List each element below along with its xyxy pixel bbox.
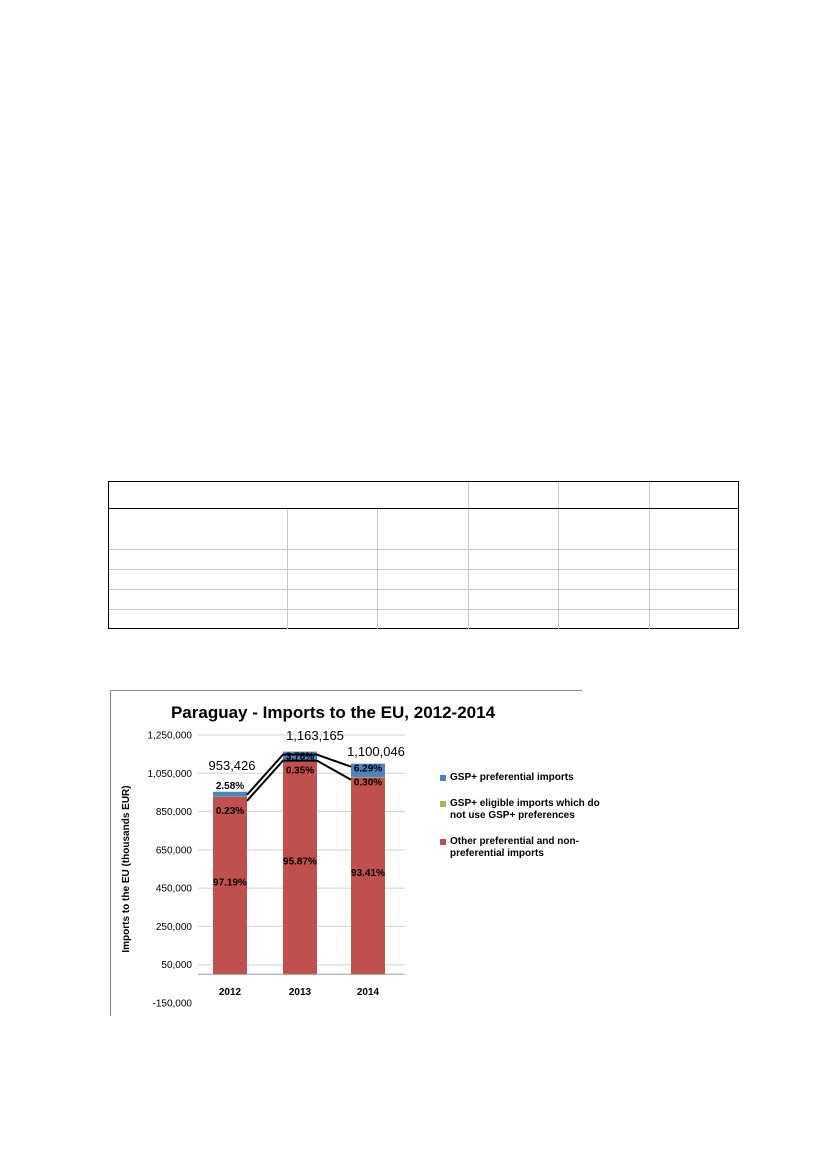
- x-tick-label: 2013: [288, 987, 312, 998]
- legend-swatch: [440, 801, 446, 807]
- data-label: 0.23%: [215, 805, 245, 817]
- legend-item: [440, 836, 600, 860]
- legend-swatch: [440, 775, 446, 781]
- legend-item: [440, 772, 600, 784]
- legend-label: GSP+ eligible imports which do not use GSP+ preferences: [450, 798, 600, 821]
- data-label: 2.58%: [215, 780, 245, 792]
- chart-title: Paraguay - Imports to the EU, 2012-2014: [170, 703, 496, 722]
- data-label: 3.78%: [285, 751, 315, 763]
- chart-legend: [440, 772, 600, 874]
- data-label: 0.30%: [353, 777, 383, 789]
- x-tick-label: 2012: [218, 987, 242, 998]
- y-tick-label: -150,000: [152, 998, 192, 1010]
- y-tick-label: 250,000: [155, 921, 192, 933]
- data-label: 0.35%: [285, 765, 315, 777]
- y-tick-label: 1,050,000: [147, 768, 192, 780]
- y-tick-label: 1,250,000: [147, 730, 192, 742]
- data-label: 93.41%: [351, 867, 385, 879]
- legend-item: [440, 798, 600, 822]
- bar-segment: [213, 792, 247, 797]
- legend-swatch: [440, 839, 446, 845]
- total-label: 953,426: [208, 758, 256, 773]
- data-label: 6.29%: [353, 763, 383, 775]
- data-label: 95.87%: [283, 856, 317, 868]
- y-tick-label: 850,000: [155, 807, 192, 819]
- y-tick-label: 50,000: [161, 960, 192, 972]
- y-tick-label: 450,000: [155, 883, 192, 895]
- x-tick-label: 2014: [356, 987, 380, 998]
- data-label: 97.19%: [213, 877, 247, 889]
- legend-label: Other preferential and non-preferential imports: [450, 836, 579, 859]
- legend-label: GSP+ preferential imports: [450, 772, 574, 783]
- y-tick-label: 650,000: [155, 845, 192, 857]
- total-label: 1,163,165: [286, 728, 344, 743]
- y-axis-title: Imports to the EU (thousands EUR): [121, 785, 132, 953]
- bar-segment: [213, 796, 247, 797]
- total-label: 1,100,046: [347, 744, 405, 759]
